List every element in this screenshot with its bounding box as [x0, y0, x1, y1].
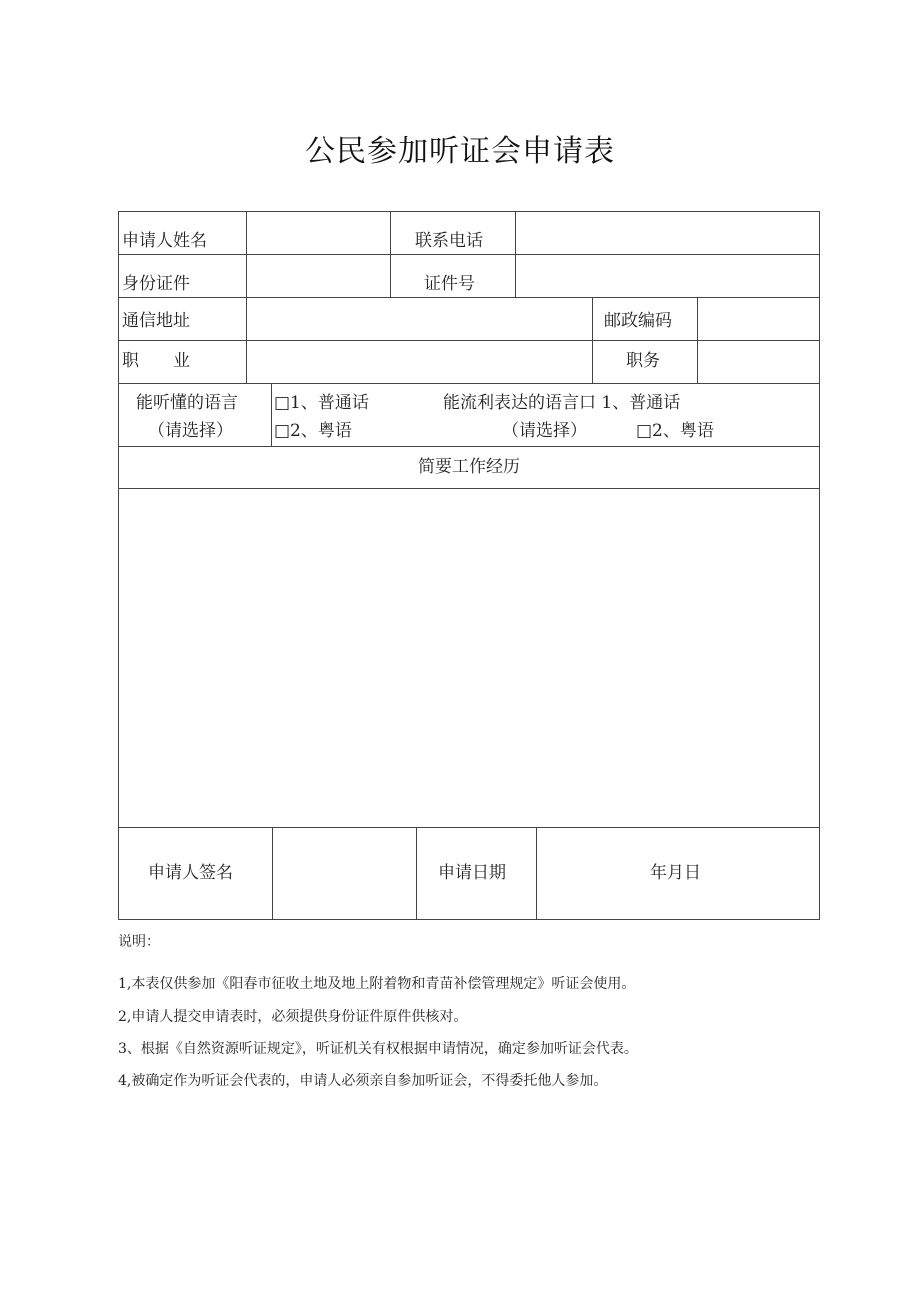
work-history-label: 简要工作经历 [418, 457, 520, 477]
position-label: 职务 [626, 351, 660, 371]
col-divider [246, 211, 247, 297]
col-divider [246, 297, 247, 383]
col-divider [271, 383, 272, 446]
table-border-left [118, 211, 119, 920]
fluent-language-label: 能流利表达的语言口 1、普通话 [443, 393, 681, 413]
id-number-label: 证件号 [424, 274, 475, 294]
col-divider [416, 827, 417, 919]
row-divider [118, 827, 820, 828]
understand-option-mandarin[interactable]: □1、普通话 [274, 393, 369, 413]
application-form [118, 211, 820, 920]
table-border-bottom [118, 919, 820, 920]
fluent-language-hint: （请选择） [502, 421, 587, 441]
col-divider [536, 827, 537, 919]
row-divider [118, 340, 820, 341]
date-value: 年月日 [650, 863, 701, 883]
table-border-right [819, 211, 820, 920]
address-label: 通信地址 [122, 311, 190, 331]
page-title: 公民参加听证会申请表 [305, 134, 615, 169]
col-divider [592, 297, 593, 383]
postcode-label: 邮政编码 [604, 311, 672, 331]
note-item: 2,申请人提交申请表时，必须提供身份证件原件供核对。 [118, 1009, 468, 1025]
note-item: 3、根据《自然资源听证规定》，听证机关有权根据申请情况，确定参加听证会代表。 [118, 1041, 638, 1057]
note-item: 1,本表仅供参加《阳春市征收土地及地上附着物和青苗补偿管理规定》听证会使用。 [118, 976, 636, 992]
table-border-top [118, 211, 820, 212]
understand-language-label: 能听懂的语言 [136, 393, 238, 413]
signature-label: 申请人签名 [148, 863, 233, 883]
col-divider [697, 297, 698, 383]
id-type-label: 身份证件 [122, 274, 190, 294]
col-divider [272, 827, 273, 919]
notes-heading: 说明： [118, 934, 160, 950]
row-divider [118, 446, 820, 447]
applicant-name-label: 申请人姓名 [122, 231, 207, 251]
note-item: 4,被确定作为听证会代表的，申请人必须亲自参加听证会，不得委托他人参加。 [118, 1073, 608, 1089]
row-divider [118, 383, 820, 384]
understand-language-hint: （请选择） [148, 421, 233, 441]
fluent-option-cantonese[interactable]: □2、粤语 [636, 421, 714, 441]
row-divider [118, 297, 820, 298]
occupation-label: 职 业 [122, 351, 190, 371]
col-divider [390, 211, 391, 297]
application-date-label: 申请日期 [438, 863, 506, 883]
row-divider [118, 488, 820, 489]
row-divider [118, 254, 820, 255]
understand-option-cantonese[interactable]: □2、粤语 [274, 421, 352, 441]
col-divider [515, 211, 516, 297]
phone-label: 联系电话 [415, 231, 483, 251]
